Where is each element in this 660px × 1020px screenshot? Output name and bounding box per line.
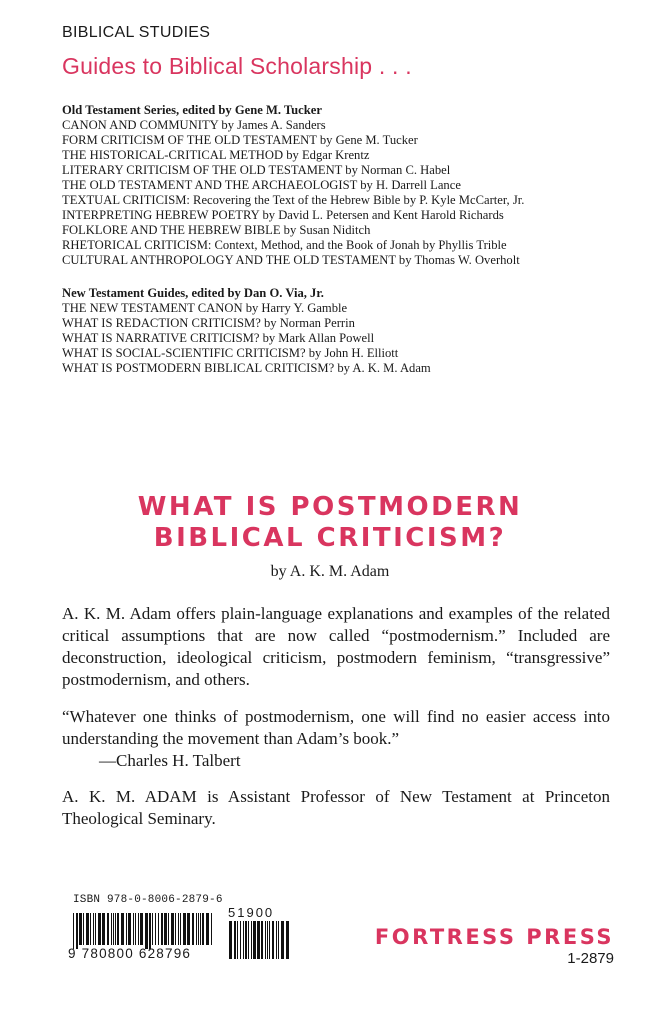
barcode-bar xyxy=(111,913,112,945)
old-testament-series-heading: Old Testament Series, edited by Gene M. Tucker xyxy=(62,103,322,117)
barcode-bar xyxy=(93,913,94,945)
barcode-bar xyxy=(281,921,284,959)
barcode-bar xyxy=(211,913,212,945)
barcode-bar xyxy=(155,913,156,945)
barcode-bar xyxy=(251,921,252,959)
barcode-bar xyxy=(180,913,181,945)
publisher-name: FORTRESS PRESS xyxy=(374,925,614,949)
barcode-bar xyxy=(107,913,109,945)
barcode-bar xyxy=(286,921,289,959)
list-item: FORM CRITICISM OF THE OLD TESTAMENT by Gene M. Tucker xyxy=(62,133,418,147)
barcode-bar xyxy=(152,913,153,945)
author-bio: A. K. M. ADAM is Assistant Professor of New Testament at Princeton Theological Seminary. xyxy=(62,787,610,828)
list-item: THE NEW TESTAMENT CANON by Harry Y. Gamble xyxy=(62,301,348,315)
barcode-bar xyxy=(278,921,279,959)
barcode-bar xyxy=(83,913,84,945)
list-item: CULTURAL ANTHROPOLOGY AND THE OLD TESTAMENT by Thomas W. Overholt xyxy=(62,253,520,267)
barcode-bar xyxy=(115,913,116,945)
list-item: LITERARY CRITICISM OF THE OLD TESTAMENT by Norman C. Habel xyxy=(62,163,451,177)
isbn-label: ISBN 978-0-8006-2879-6 xyxy=(73,894,223,906)
list-item: WHAT IS POSTMODERN BIBLICAL CRITICISM? by A. K. M. Adam xyxy=(62,361,431,375)
barcode-bar xyxy=(257,921,260,959)
list-item: INTERPRETING HEBREW POETRY by David L. Petersen and Kent Harold Richards xyxy=(62,208,504,222)
list-item: CANON AND COMMUNITY by James A. Sanders xyxy=(62,118,326,132)
publisher-code: 1-2879 xyxy=(567,950,614,967)
barcode-bar xyxy=(248,921,249,959)
barcode-bar xyxy=(178,913,179,945)
barcode-bar xyxy=(237,921,238,959)
barcode-bar xyxy=(200,913,201,945)
barcode-bar xyxy=(79,913,82,945)
book-title-line-1: WHAT IS POSTMODERN xyxy=(137,492,523,522)
barcode-digits: 9 780800 628796 xyxy=(68,946,192,961)
barcode-bar xyxy=(202,913,204,945)
isbn-barcode xyxy=(72,913,214,949)
barcode-bar xyxy=(95,913,96,945)
list-item: WHAT IS REDACTION CRITICISM? by Norman Perrin xyxy=(62,316,355,330)
barcode-bar xyxy=(175,913,176,945)
barcode-bar xyxy=(76,913,78,949)
barcode-bar xyxy=(269,921,270,959)
barcode-bar xyxy=(164,913,167,945)
barcode-bar xyxy=(196,913,197,945)
book-title-line-2: BIBLICAL CRITICISM? xyxy=(153,523,507,553)
quote-attribution: —Charles H. Talbert xyxy=(99,751,241,770)
book-description: A. K. M. Adam offers plain-language explanations and examples of the related critical assumptions that are now called “postmodernism.” Included are deconstruction, ideological criticism, postmodern feminism, “transgressive” postmodernism, and others. xyxy=(62,604,610,689)
barcode-bar xyxy=(192,913,194,945)
barcode-bar xyxy=(98,913,101,945)
list-item: RHETORICAL CRITICISM: Context, Method, and the Book of Jonah by Phyllis Trible xyxy=(62,238,507,252)
barcode-bar xyxy=(117,913,119,945)
guides-heading: Guides to Biblical Scholarship . . . xyxy=(62,53,412,79)
barcode-bar xyxy=(261,921,263,959)
barcode-bar xyxy=(113,913,114,945)
barcode-bar xyxy=(206,913,209,945)
barcode-bar xyxy=(158,913,159,945)
old-testament-series-list xyxy=(62,103,524,268)
barcode-bar xyxy=(229,921,232,959)
barcode-bar xyxy=(90,913,91,945)
new-testament-guides-list xyxy=(62,286,431,376)
barcode-bar xyxy=(138,913,139,945)
barcode-bar xyxy=(183,913,186,945)
barcode-bar xyxy=(86,913,89,945)
barcode-bar xyxy=(171,913,174,945)
price-barcode xyxy=(228,921,292,963)
barcode-bar xyxy=(145,913,148,949)
barcode-bar xyxy=(272,921,274,959)
barcode-bar xyxy=(73,913,74,949)
barcode-bar xyxy=(149,913,151,949)
barcode-bar xyxy=(265,921,266,959)
series-label: BIBLICAL STUDIES xyxy=(62,24,211,41)
list-item: THE HISTORICAL-CRITICAL METHOD by Edgar Krentz xyxy=(62,148,370,162)
barcode-bar xyxy=(133,913,134,945)
barcode-bar xyxy=(245,921,247,959)
barcode-bar xyxy=(240,921,241,959)
barcode-bar xyxy=(126,913,127,945)
barcode-bar xyxy=(276,921,277,959)
barcode-bar xyxy=(243,921,244,959)
barcode-bar xyxy=(140,913,143,945)
price-code: 51900 xyxy=(228,905,275,920)
list-item: TEXTUAL CRITICISM: Recovering the Text of the Hebrew Bible by P. Kyle McCarter, Jr. xyxy=(62,193,525,207)
new-testament-guides-heading: New Testament Guides, edited by Dan O. Via, Jr. xyxy=(62,286,324,300)
list-item: WHAT IS NARRATIVE CRITICISM? by Mark Allan Powell xyxy=(62,331,375,345)
barcode-bar xyxy=(102,913,105,945)
list-item: FOLKLORE AND THE HEBREW BIBLE by Susan Niditch xyxy=(62,223,371,237)
list-item: WHAT IS SOCIAL-SCIENTIFIC CRITICISM? by John H. Elliott xyxy=(62,346,399,360)
quote-text: “Whatever one thinks of postmodernism, one will find no easier access into understanding the movement than Adam’s book.” xyxy=(62,707,610,748)
barcode-bar xyxy=(121,913,124,945)
barcode-bar xyxy=(128,913,131,945)
barcode-bar xyxy=(168,913,169,945)
barcode-bar xyxy=(187,913,190,945)
barcode-bar xyxy=(135,913,136,945)
barcode-bar xyxy=(234,921,236,959)
barcode-bar xyxy=(267,921,268,959)
author-byline: by A. K. M. Adam xyxy=(270,563,390,580)
barcode-bar xyxy=(253,921,256,959)
barcode-bar xyxy=(198,913,199,945)
barcode-bar xyxy=(161,913,163,945)
list-item: THE OLD TESTAMENT AND THE ARCHAEOLOGIST by H. Darrell Lance xyxy=(62,178,461,192)
endorsement-quote xyxy=(62,706,610,772)
book-title xyxy=(0,492,660,554)
